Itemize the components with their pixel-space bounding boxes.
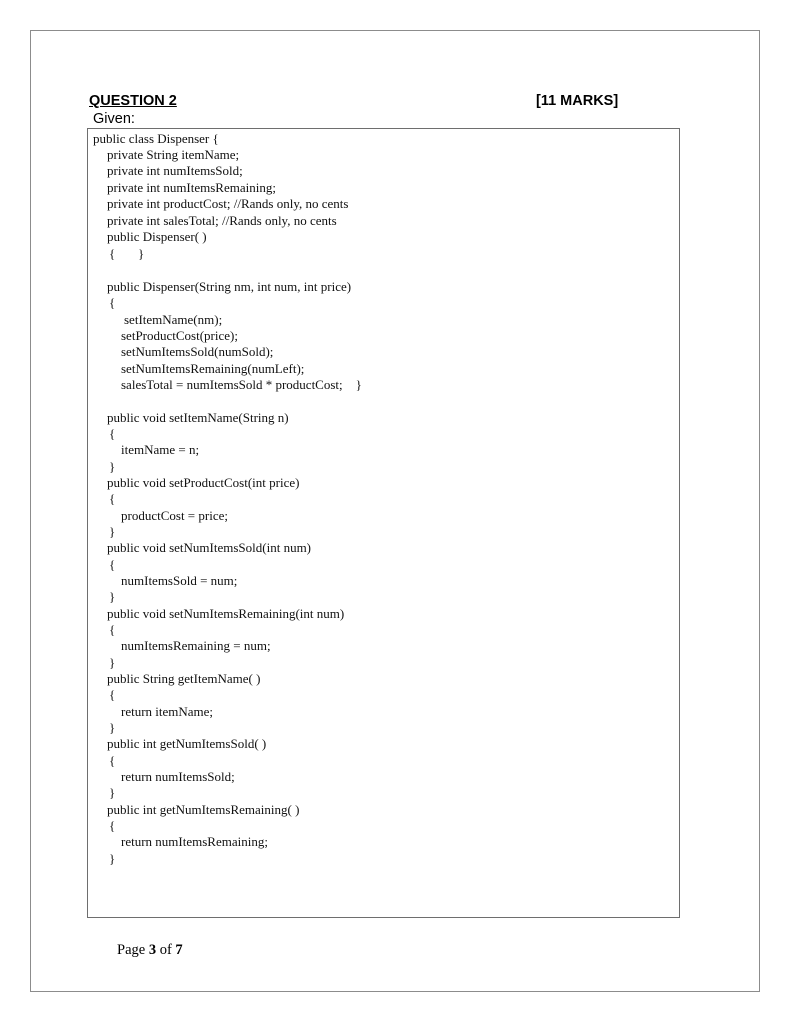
- code-line: private String itemName;: [107, 147, 240, 162]
- code-line: salesTotal = numItemsSold * productCost; }: [121, 377, 362, 392]
- page-total: 7: [175, 942, 183, 958]
- code-line: {: [109, 687, 116, 702]
- code-line: }: [109, 459, 116, 474]
- code-line: setItemName(nm);: [124, 312, 223, 327]
- code-line: setNumItemsSold(numSold);: [121, 344, 274, 359]
- code-line: setNumItemsRemaining(numLeft);: [121, 361, 305, 376]
- given-label: Given:: [93, 111, 135, 127]
- code-line: {: [109, 295, 116, 310]
- code-line: }: [109, 524, 116, 539]
- code-line: return numItemsSold;: [121, 769, 235, 784]
- code-line: private int salesTotal; //Rands only, no cents: [107, 213, 337, 228]
- code-line: public int getNumItemsRemaining( ): [107, 802, 300, 817]
- code-line: public Dispenser( ): [107, 229, 207, 244]
- code-line: {: [109, 818, 116, 833]
- code-line: return itemName;: [121, 704, 214, 719]
- code-line: productCost = price;: [121, 508, 228, 523]
- code-line: {: [109, 753, 116, 768]
- code-line: public void setItemName(String n): [107, 410, 289, 425]
- code-line: {: [109, 426, 116, 441]
- code-line: {: [109, 622, 116, 637]
- code-line: private int numItemsSold;: [107, 163, 243, 178]
- code-line: }: [109, 655, 116, 670]
- code-line: }: [109, 589, 116, 604]
- code-line: itemName = n;: [121, 442, 200, 457]
- code-line: return numItemsRemaining;: [121, 834, 268, 849]
- code-line: numItemsRemaining = num;: [121, 638, 271, 653]
- code-line: private int productCost; //Rands only, no cents: [107, 196, 349, 211]
- code-line: { }: [109, 246, 145, 261]
- code-line: public void setProductCost(int price): [107, 475, 300, 490]
- page-number: [117, 942, 183, 959]
- code-line: public int getNumItemsSold( ): [107, 736, 267, 751]
- marks-label: [11 MARKS]: [536, 93, 619, 109]
- code-line: }: [109, 720, 116, 735]
- code-line: public void setNumItemsRemaining(int num): [107, 606, 345, 621]
- code-line: }: [109, 785, 116, 800]
- page-label: Page: [117, 942, 146, 958]
- code-line: public Dispenser(String nm, int num, int price): [107, 279, 352, 294]
- code-line: {: [109, 491, 116, 506]
- code-line: }: [109, 851, 116, 866]
- code-line: public String getItemName( ): [107, 671, 261, 686]
- code-line: numItemsSold = num;: [121, 573, 238, 588]
- code-line: {: [109, 557, 116, 572]
- code-line: public void setNumItemsSold(int num): [107, 540, 312, 555]
- page-current: 3: [148, 942, 157, 958]
- question-heading: QUESTION 2: [89, 93, 177, 109]
- code-line: public class Dispenser {: [93, 131, 219, 146]
- code-line: setProductCost(price);: [121, 328, 238, 343]
- code-line: private int numItemsRemaining;: [107, 180, 276, 195]
- page-of-label: of: [159, 942, 172, 958]
